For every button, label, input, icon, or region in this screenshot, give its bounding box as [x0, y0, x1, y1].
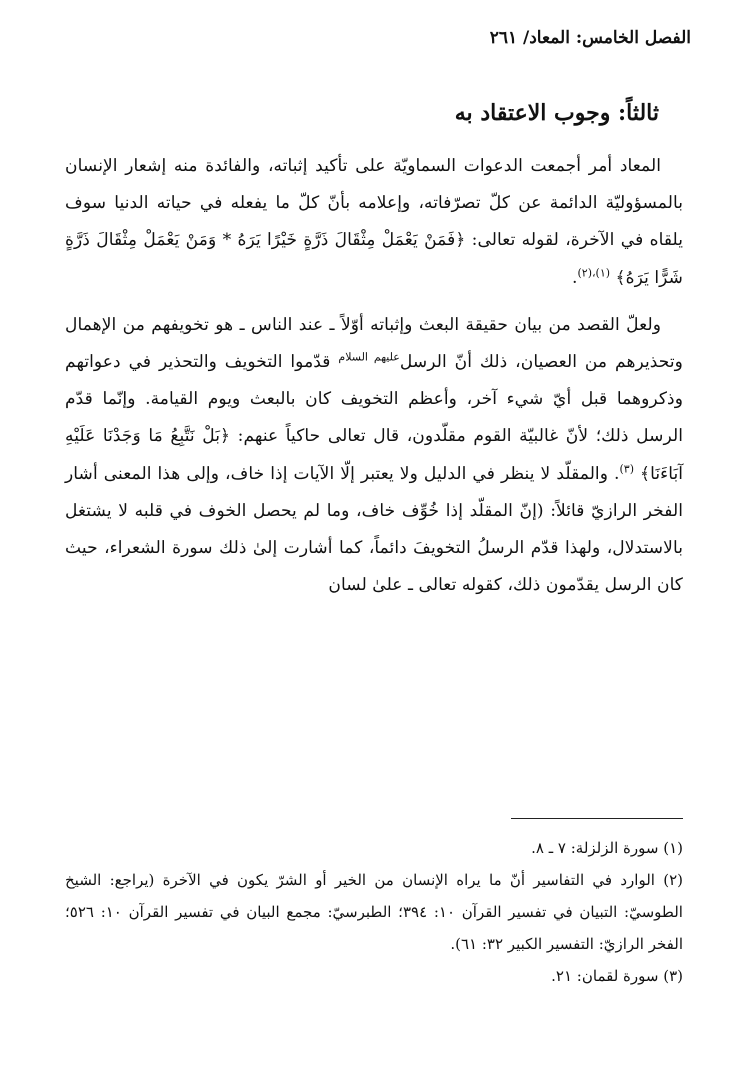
footnote-3: (٣) سورة لقمان: ٢١.: [551, 967, 683, 985]
paragraph-2-text-b: قدّموا التخويف والتحذير في دعواتهم وذكروهما قبل أيّ شيء آخر، وأعظم التخويف كان بالبعث ويوم القيامة. وإنّما قدّم الرسل ذلك؛ لأنّ غالبيّة القوم مقلّدون، قال تعالى حاكياً عنهم:: [65, 352, 683, 447]
quran-verse: ﴿فَمَنْ يَعْمَلْ مِثْقَالَ ذَرَّةٍ خَيْرًا يَرَهُ * وَمَنْ يَعْمَلْ مِثْقَالَ ذَرَّةٍ شَرًّا يَرَهُ﴾: [65, 230, 683, 288]
paragraph-1: [65, 148, 683, 297]
section-heading: ثالثاً: وجوب الاعتقاد به: [454, 100, 659, 126]
salawat-symbol: ﻋﻠﻴﻬﻢ السلام: [338, 350, 400, 364]
quran-verse: ﴿بَلْ نَتَّبِعُ مَا وَجَدْنَا عَلَيْهِ آبَاءَنَا﴾: [65, 426, 683, 484]
footnote-reference[interactable]: (١)،(٢): [577, 265, 611, 279]
running-header: الفصل الخامس: المعاد/ ٢٦١: [489, 28, 691, 48]
paragraph-2: [65, 307, 683, 605]
paragraph-2-text-a: ولعلّ القصد من بيان حقيقة البعث وإثباته أوّلاً ـ عند الناس ـ هو تخويفهم من الإهمال وتحذيرهم من العصيان، ذلك أنّ الرسل: [65, 314, 683, 373]
paragraph-1-text: المعاد أمر أجمعت الدعوات السماويّة على تأكيد إثباته، والفائدة منه إشعار الإنسان بالمسؤوليّة الدائمة عن كلّ تصرّفاته، وإعلامه بأنّ كلّ ما يفعله في حياته الدنيا سوف يلقاه في الآخرة، لقوله تعالى:: [65, 156, 683, 251]
footnote-2: (٢) الوارد في التفاسير أنّ ما يراه الإنسان من الخير أو الشرّ يكون في الآخرة (يراجع: الشيخ الطوسيّ: التبيان في تفسير القرآن ١٠: ٣٩٤؛ الطبرسيّ: مجمع البيان في تفسير القرآن ١٠: ٥٢٦؛ الفخر الرازيّ: التفسير الكبير ٣٢: ٦١).: [65, 871, 683, 953]
footnote-reference[interactable]: (٣): [619, 461, 635, 475]
footnotes: [65, 832, 683, 992]
footnote-divider: [511, 818, 683, 819]
main-text: [65, 148, 683, 604]
footnote-1: (١) سورة الزلزلة: ٧ ـ ٨.: [531, 839, 683, 857]
paragraph-1-end: .: [572, 267, 578, 288]
paragraph-2-text-c: . والمقلّد لا ينظر في الدليل ولا يعتبر إلّا الآيات إذا خاف، وإلى هذا المعنى أشار الفخر الرازيّ قائلاً: (إنّ المقلّد إذا خُوِّف خاف، وما لم يحصل الخوف في قلبه لا يشتغل بالاستدلال، ولهذا قدّم الرسلُ التخويفَ دائماً، كما أشارت إلىٰ ذلك سورة الشعراء، حيث كان الرسل يقدّمون ذلك، كقوله تعالى ـ علىٰ لسان: [65, 463, 683, 596]
